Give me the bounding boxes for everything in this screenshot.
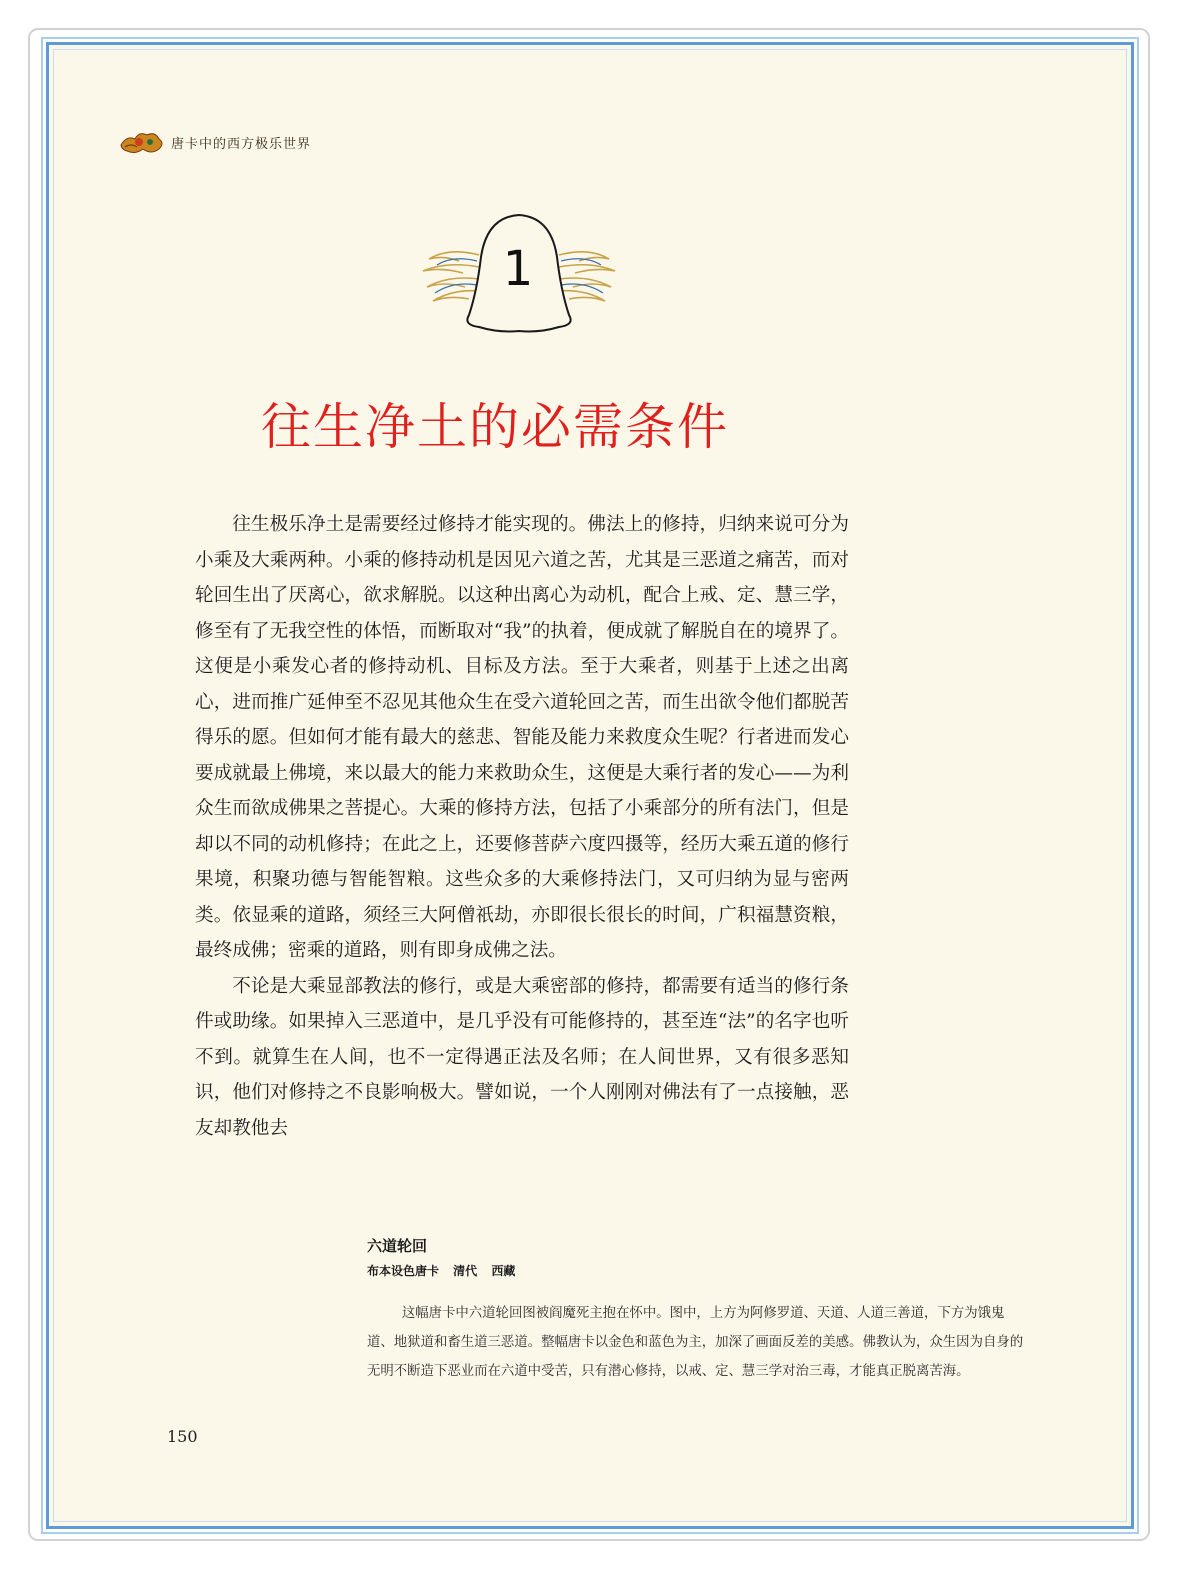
chapter-title: 往生净土的必需条件 (261, 398, 729, 456)
page-number: 150 (167, 1427, 198, 1446)
caption-subtitle: 布本设色唐卡 清代 西藏 (367, 1264, 516, 1278)
figure-caption (367, 1235, 1027, 1386)
paragraph: 不论是大乘显部教法的修行，或是大乘密部的修持，都需要有适当的修行条件或助缘。如果掉入三恶道中，是几乎没有可能修持的，甚至连“法”的名字也听不到。就算生在人间，也不一定得遇正法及名师；在人间世界，又有很多恶知识，他们对修持之不良影响极大。譬如说，一个人刚刚对佛法有了一点接触，恶友却教他去 (195, 975, 849, 1139)
caption-title: 六道轮回 (367, 1237, 428, 1255)
dragon-ornament-icon (119, 127, 165, 157)
running-head (119, 127, 311, 157)
caption-body: 这幅唐卡中六道轮回图被阎魔死主抱在怀中。图中，上方为阿修罗道、天道、人道三善道，下方为饿鬼道、地狱道和畜生道三恶道。整幅唐卡以金色和蓝色为主，加深了画面反差的美感。佛教认为，众生因为自身的无明不断造下恶业而在六道中受苦，只有潜心修持，以戒、定、慧三学对治三毒，才能真正脱离苦海。 (367, 1306, 1024, 1379)
running-head-title: 唐卡中的西方极乐世界 (171, 136, 312, 152)
paragraph: 往生极乐净土是需要经过修持才能实现的。佛法上的修持，归纳来说可分为小乘及大乘两种。小乘的修持动机是因见六道之苦，尤其是三恶道之痛苦，而对轮回生出了厌离心，欲求解脱。以这种出离心为动机，配合上戒、定、慧三学，修至有了无我空性的体悟，而断取对“我”的执着，便成就了解脱自在的境界了。这便是小乘发心者的修持动机、目标及方法。至于大乘者，则基于上述之出离心，进而推广延伸至不忍见其他众生在受六道轮回之苦，而生出欲令他们都脱苦得乐的愿。但如何才能有最大的慈悲、智能及能力来救度众生呢？行者进而发心要成就最上佛境，来以最大的能力来救助众生，这便是大乘行者的发心——为利众生而欲成佛果之菩提心。大乘的修持方法，包括了小乘部分的所有法门，但是却以不同的动机修持；在此之上，还要修菩萨六度四摄等，经历大乘五道的修行果境，积聚功德与智能智粮。这些众多的大乘修持法门，又可归纳为显与密两类。依显乘的道路，须经三大阿僧祇劫，亦即很长很长的时间，广积福慧资粮，最终成佛；密乘的道路，则有即身成佛之法。 (195, 514, 849, 961)
body-text (195, 507, 849, 1146)
chapter-number: 1 (502, 241, 534, 297)
book-page (46, 42, 1134, 1529)
